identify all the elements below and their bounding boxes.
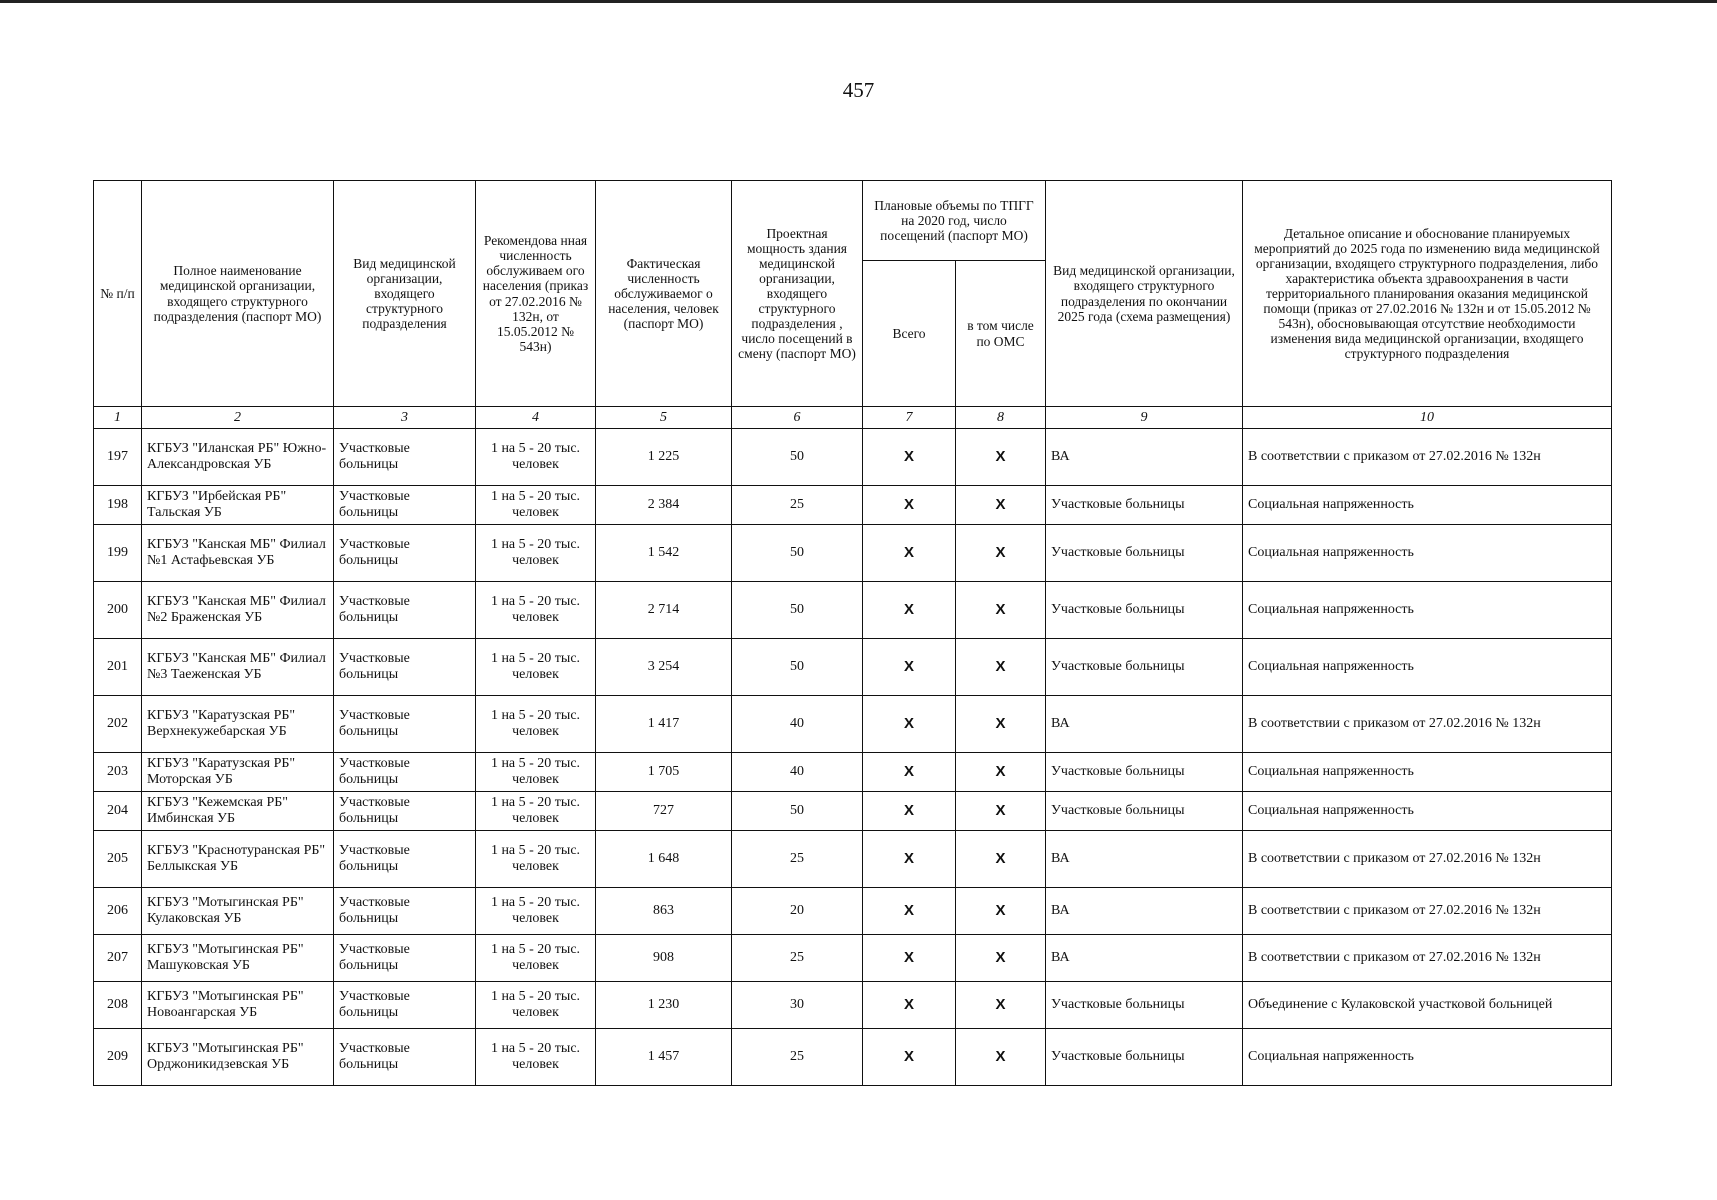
row-actual: 863 (596, 888, 732, 935)
header-description: Детальное описание и обоснование планируемых мероприятий до 2025 года по изменению вида медицинской организации, входящего структурного подразделения, либо характеристика объекта здравоохранения в части территориального планирования оказания медицинской помощи (приказ от 27.02.2016 № 132н и от 15.05.2012 № 543н), обосновывающая отсутствие необходимости изменения вида медицинской организации, входящего структурного подразделения (1243, 181, 1612, 407)
row-type-2025: Участковые больницы (1046, 582, 1243, 639)
table-row (94, 1029, 1612, 1086)
row-capacity: 30 (732, 982, 863, 1029)
row-actual: 1 542 (596, 525, 732, 582)
row-name: КГБУЗ "Кежемская РБ" Имбинская УБ (142, 792, 334, 831)
row-capacity: 50 (732, 792, 863, 831)
row-type-2025: Участковые больницы (1046, 982, 1243, 1029)
row-description: В соответствии с приказом от 27.02.2016 № 132н (1243, 935, 1612, 982)
row-type: Участковые больницы (334, 982, 476, 1029)
row-total: X (863, 982, 956, 1029)
row-type-2025: Участковые больницы (1046, 486, 1243, 525)
row-type: Участковые больницы (334, 792, 476, 831)
row-capacity: 40 (732, 753, 863, 792)
table-row (94, 582, 1612, 639)
row-oms: X (956, 486, 1046, 525)
row-actual: 727 (596, 792, 732, 831)
row-type-2025: ВА (1046, 935, 1243, 982)
header-capacity: Проектная мощность здания медицинской организации, входящего структурного подразделения , число посещений в смену (паспорт МО) (732, 181, 863, 407)
row-type-2025: Участковые больницы (1046, 1029, 1243, 1086)
row-oms: X (956, 831, 1046, 888)
row-actual: 1 417 (596, 696, 732, 753)
table-header (94, 181, 1612, 429)
row-type-2025: ВА (1046, 429, 1243, 486)
row-description: В соответствии с приказом от 27.02.2016 № 132н (1243, 831, 1612, 888)
row-capacity: 50 (732, 582, 863, 639)
row-name: КГБУЗ "Иланская РБ" Южно-Александровская УБ (142, 429, 334, 486)
row-recommended: 1 на 5 - 20 тыс. человек (476, 486, 596, 525)
row-name: КГБУЗ "Каратузская РБ" Моторская УБ (142, 753, 334, 792)
row-num: 201 (94, 639, 142, 696)
column-number: 9 (1046, 407, 1243, 429)
row-recommended: 1 на 5 - 20 тыс. человек (476, 982, 596, 1029)
row-oms: X (956, 753, 1046, 792)
row-description: Социальная напряженность (1243, 582, 1612, 639)
header-planned-oms: в том числе по ОМС (956, 261, 1046, 407)
table-row (94, 888, 1612, 935)
row-description: Социальная напряженность (1243, 792, 1612, 831)
row-total: X (863, 792, 956, 831)
row-name: КГБУЗ "Мотыгинская РБ" Кулаковская УБ (142, 888, 334, 935)
row-capacity: 25 (732, 935, 863, 982)
row-recommended: 1 на 5 - 20 тыс. человек (476, 1029, 596, 1086)
row-recommended: 1 на 5 - 20 тыс. человек (476, 639, 596, 696)
row-recommended: 1 на 5 - 20 тыс. человек (476, 429, 596, 486)
row-capacity: 50 (732, 525, 863, 582)
row-num: 200 (94, 582, 142, 639)
row-total: X (863, 753, 956, 792)
row-total: X (863, 1029, 956, 1086)
row-name: КГБУЗ "Канская МБ" Филиал №2 Браженская УБ (142, 582, 334, 639)
row-capacity: 25 (732, 1029, 863, 1086)
header-planned-total: Всего (863, 261, 956, 407)
header-recommended: Рекомендова нная численность обслуживаем ого населения (приказ от 27.02.2016 № 132н, от 15.05.2012 № 543н) (476, 181, 596, 407)
header-type: Вид медицинской организации, входящего структурного подразделения (334, 181, 476, 407)
row-num: 198 (94, 486, 142, 525)
table-row (94, 486, 1612, 525)
row-actual: 908 (596, 935, 732, 982)
row-recommended: 1 на 5 - 20 тыс. человек (476, 582, 596, 639)
row-capacity: 40 (732, 696, 863, 753)
row-name: КГБУЗ "Мотыгинская РБ" Новоангарская УБ (142, 982, 334, 1029)
row-oms: X (956, 696, 1046, 753)
row-description: Социальная напряженность (1243, 1029, 1612, 1086)
row-num: 207 (94, 935, 142, 982)
column-number: 10 (1243, 407, 1612, 429)
row-recommended: 1 на 5 - 20 тыс. человек (476, 935, 596, 982)
row-capacity: 50 (732, 639, 863, 696)
column-number: 2 (142, 407, 334, 429)
row-oms: X (956, 935, 1046, 982)
table-row (94, 935, 1612, 982)
row-type-2025: Участковые больницы (1046, 525, 1243, 582)
row-type: Участковые больницы (334, 639, 476, 696)
row-recommended: 1 на 5 - 20 тыс. человек (476, 525, 596, 582)
row-num: 202 (94, 696, 142, 753)
row-name: КГБУЗ "Канская МБ" Филиал №3 Таеженская УБ (142, 639, 334, 696)
table-row (94, 429, 1612, 486)
row-recommended: 1 на 5 - 20 тыс. человек (476, 888, 596, 935)
row-recommended: 1 на 5 - 20 тыс. человек (476, 792, 596, 831)
row-actual: 1 230 (596, 982, 732, 1029)
row-num: 204 (94, 792, 142, 831)
row-type: Участковые больницы (334, 525, 476, 582)
row-name: КГБУЗ "Мотыгинская РБ" Машуковская УБ (142, 935, 334, 982)
row-actual: 1 457 (596, 1029, 732, 1086)
row-total: X (863, 831, 956, 888)
header-actual: Фактическая численность обслуживаемог о населения, человек (паспорт МО) (596, 181, 732, 407)
row-type-2025: Участковые больницы (1046, 792, 1243, 831)
row-total: X (863, 696, 956, 753)
header-num: № п/п (94, 181, 142, 407)
table-row (94, 792, 1612, 831)
scan-edge (0, 0, 1717, 3)
row-total: X (863, 888, 956, 935)
row-description: Социальная напряженность (1243, 486, 1612, 525)
table-body (94, 429, 1612, 1086)
row-capacity: 20 (732, 888, 863, 935)
row-type: Участковые больницы (334, 1029, 476, 1086)
row-capacity: 25 (732, 486, 863, 525)
row-actual: 1 648 (596, 831, 732, 888)
row-type-2025: ВА (1046, 888, 1243, 935)
hospitals-table (93, 180, 1612, 1086)
row-description: В соответствии с приказом от 27.02.2016 № 132н (1243, 888, 1612, 935)
column-number-row (94, 407, 1612, 429)
row-num: 208 (94, 982, 142, 1029)
row-actual: 1 705 (596, 753, 732, 792)
table-row (94, 831, 1612, 888)
row-type: Участковые больницы (334, 753, 476, 792)
row-actual: 2 714 (596, 582, 732, 639)
row-total: X (863, 935, 956, 982)
table-row (94, 639, 1612, 696)
row-capacity: 25 (732, 831, 863, 888)
row-num: 203 (94, 753, 142, 792)
row-recommended: 1 на 5 - 20 тыс. человек (476, 696, 596, 753)
row-total: X (863, 429, 956, 486)
row-description: В соответствии с приказом от 27.02.2016 № 132н (1243, 696, 1612, 753)
row-description: Объединение с Кулаковской участковой больницей (1243, 982, 1612, 1029)
row-name: КГБУЗ "Ирбейская РБ" Тальская УБ (142, 486, 334, 525)
row-recommended: 1 на 5 - 20 тыс. человек (476, 753, 596, 792)
table-row (94, 753, 1612, 792)
column-number: 7 (863, 407, 956, 429)
header-planned: Плановые объемы по ТПГГ на 2020 год, число посещений (паспорт МО) (863, 181, 1046, 261)
row-total: X (863, 486, 956, 525)
row-num: 206 (94, 888, 142, 935)
row-total: X (863, 639, 956, 696)
row-total: X (863, 582, 956, 639)
row-oms: X (956, 429, 1046, 486)
row-num: 205 (94, 831, 142, 888)
row-type: Участковые больницы (334, 696, 476, 753)
table-row (94, 982, 1612, 1029)
row-type: Участковые больницы (334, 486, 476, 525)
row-num: 199 (94, 525, 142, 582)
column-number: 1 (94, 407, 142, 429)
row-actual: 1 225 (596, 429, 732, 486)
column-number: 6 (732, 407, 863, 429)
row-total: X (863, 525, 956, 582)
column-number: 5 (596, 407, 732, 429)
row-type: Участковые больницы (334, 831, 476, 888)
row-oms: X (956, 982, 1046, 1029)
header-name: Полное наименование медицинской организации, входящего структурного подразделения (паспорт МО) (142, 181, 334, 407)
row-type: Участковые больницы (334, 935, 476, 982)
row-description: Социальная напряженность (1243, 525, 1612, 582)
row-name: КГБУЗ "Канская МБ" Филиал №1 Астафьевская УБ (142, 525, 334, 582)
column-number: 3 (334, 407, 476, 429)
row-type-2025: Участковые больницы (1046, 639, 1243, 696)
row-type-2025: ВА (1046, 831, 1243, 888)
row-actual: 2 384 (596, 486, 732, 525)
row-actual: 3 254 (596, 639, 732, 696)
header-type-2025: Вид медицинской организации, входящего структурного подразделения по окончании 2025 года (схема размещения) (1046, 181, 1243, 407)
row-num: 209 (94, 1029, 142, 1086)
row-oms: X (956, 888, 1046, 935)
table-row (94, 696, 1612, 753)
row-capacity: 50 (732, 429, 863, 486)
row-type: Участковые больницы (334, 888, 476, 935)
column-number: 8 (956, 407, 1046, 429)
row-type: Участковые больницы (334, 429, 476, 486)
row-recommended: 1 на 5 - 20 тыс. человек (476, 831, 596, 888)
row-description: Социальная напряженность (1243, 639, 1612, 696)
row-oms: X (956, 1029, 1046, 1086)
row-oms: X (956, 582, 1046, 639)
row-name: КГБУЗ "Краснотуранская РБ" Беллыкская УБ (142, 831, 334, 888)
row-oms: X (956, 792, 1046, 831)
row-name: КГБУЗ "Мотыгинская РБ" Орджоникидзевская УБ (142, 1029, 334, 1086)
table-row (94, 525, 1612, 582)
row-oms: X (956, 525, 1046, 582)
row-name: КГБУЗ "Каратузская РБ" Верхнекужебарская УБ (142, 696, 334, 753)
row-description: Социальная напряженность (1243, 753, 1612, 792)
row-description: В соответствии с приказом от 27.02.2016 № 132н (1243, 429, 1612, 486)
page-number: 457 (842, 78, 875, 102)
row-num: 197 (94, 429, 142, 486)
row-type-2025: Участковые больницы (1046, 753, 1243, 792)
column-number: 4 (476, 407, 596, 429)
row-oms: X (956, 639, 1046, 696)
row-type-2025: ВА (1046, 696, 1243, 753)
row-type: Участковые больницы (334, 582, 476, 639)
